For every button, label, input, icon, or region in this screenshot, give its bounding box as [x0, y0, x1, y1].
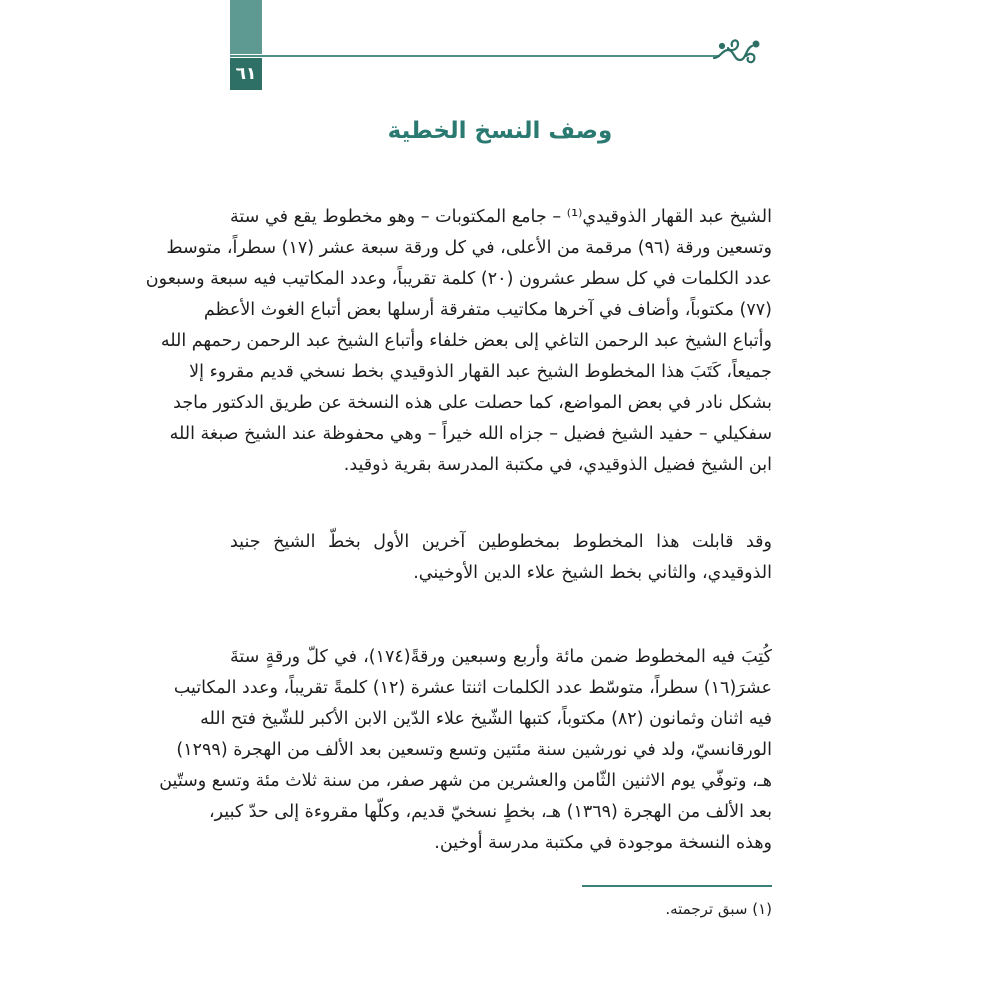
text-line: هـ، وتوفّي يوم الاثنين الثّامن والعشرين من شهر صفر، من سنة ثلاث مئة وتسع وستّين	[159, 771, 772, 791]
text-line: الذوقيدي، والثاني بخط الشيخ علاء الدين الأوخيني.	[413, 563, 772, 583]
text-line: وأتباع الشيخ عبد الرحمن التاغي إلى بعض خلفاء وأتباع الشيخ عبد الرحمن رحمهم الله	[160, 331, 772, 351]
page-number: ٦١	[230, 58, 262, 90]
text-line: (٧٧) مكتوباً، وأضاف في آخرها مكاتيب متفرقة أرسلها بعض أتباع الغوث الأعظم	[203, 300, 772, 320]
paragraph-1	[145, 202, 772, 481]
page-title: وصف النسخ الخطية	[387, 118, 613, 144]
text-line: بعد الألف من الهجرة (١٣٦٩) هـ، بخطٍ نسخيّ قديم، وكلّها مقروءة إلى حدّ كبير،	[208, 802, 772, 822]
header-accent-bar	[230, 0, 262, 54]
floral-ornament-icon	[712, 36, 760, 66]
text-line: الورقانسيّ، ولد في نورشين سنة مئتين وتسع وتسعين بعد الألف من الهجرة (١٢٩٩)	[176, 740, 772, 760]
text-line: وهذه النسخة موجودة في مكتبة مدرسة أوخين.	[434, 833, 772, 853]
text-line: سفكيلي – حفيد الشيخ فضيل – جزاه الله خيراً – وهي محفوظة عند الشيخ صبغة الله	[169, 424, 772, 444]
text-line: عدد الكلمات في كل سطر عشرون (٢٠) كلمة تقريباً، وعدد المكاتيب فيه سبعة وسبعون	[145, 269, 772, 289]
text-line: وتسعين ورقة (٩٦) مرقمة من الأعلى، في كل ورقة سبعة عشر (١٧) سطراً، متوسط	[166, 238, 772, 258]
footnote-divider	[582, 885, 772, 887]
text-line: فيه اثنان وثمانون (٨٢) مكتوباً، كتبها الشّيخ علاء الدّين الابن الأكبر للشّيخ فتح الله	[200, 709, 772, 729]
text-line: كُتِبَ فيه المخطوط ضمن مائة وأربع وسبعين ورقةً(١٧٤)، في كلّ ورقةٍ ستةَ	[230, 647, 772, 667]
text-line: الشيخ عبد القهار الذوقيدي⁽¹⁾ – جامع المكتوبات – وهو مخطوط يقع في ستة	[230, 207, 772, 227]
text-line: ابن الشيخ فضيل الذوقيدي، في مكتبة المدرسة بقرية ذوقيد.	[343, 455, 772, 475]
text-line: جميعاً، كَتَبَ هذا المخطوط الشيخ عبد القهار الذوقيدي بخط نسخي قديم مقروء إلا	[189, 362, 772, 382]
paragraph-2	[230, 527, 772, 589]
text-line: عشرَ(١٦) سطراً، متوسّط عدد الكلمات اثنتا عشرة (١٢) كلمةً تقريباً، وعدد المكاتيب	[173, 678, 772, 698]
paragraph-3	[159, 642, 772, 859]
footnote: (١) سبق ترجمته.	[665, 900, 772, 918]
header-rule	[230, 55, 720, 57]
text-line: بشكل نادر في بعض المواضع، كما حصلت على هذه النسخة عن طريق الدكتور ماجد	[173, 393, 772, 413]
text-line: وقد قابلت هذا المخطوط بمخطوطين آخرين الأول بخطّ الشيخ جنيد	[230, 532, 772, 552]
